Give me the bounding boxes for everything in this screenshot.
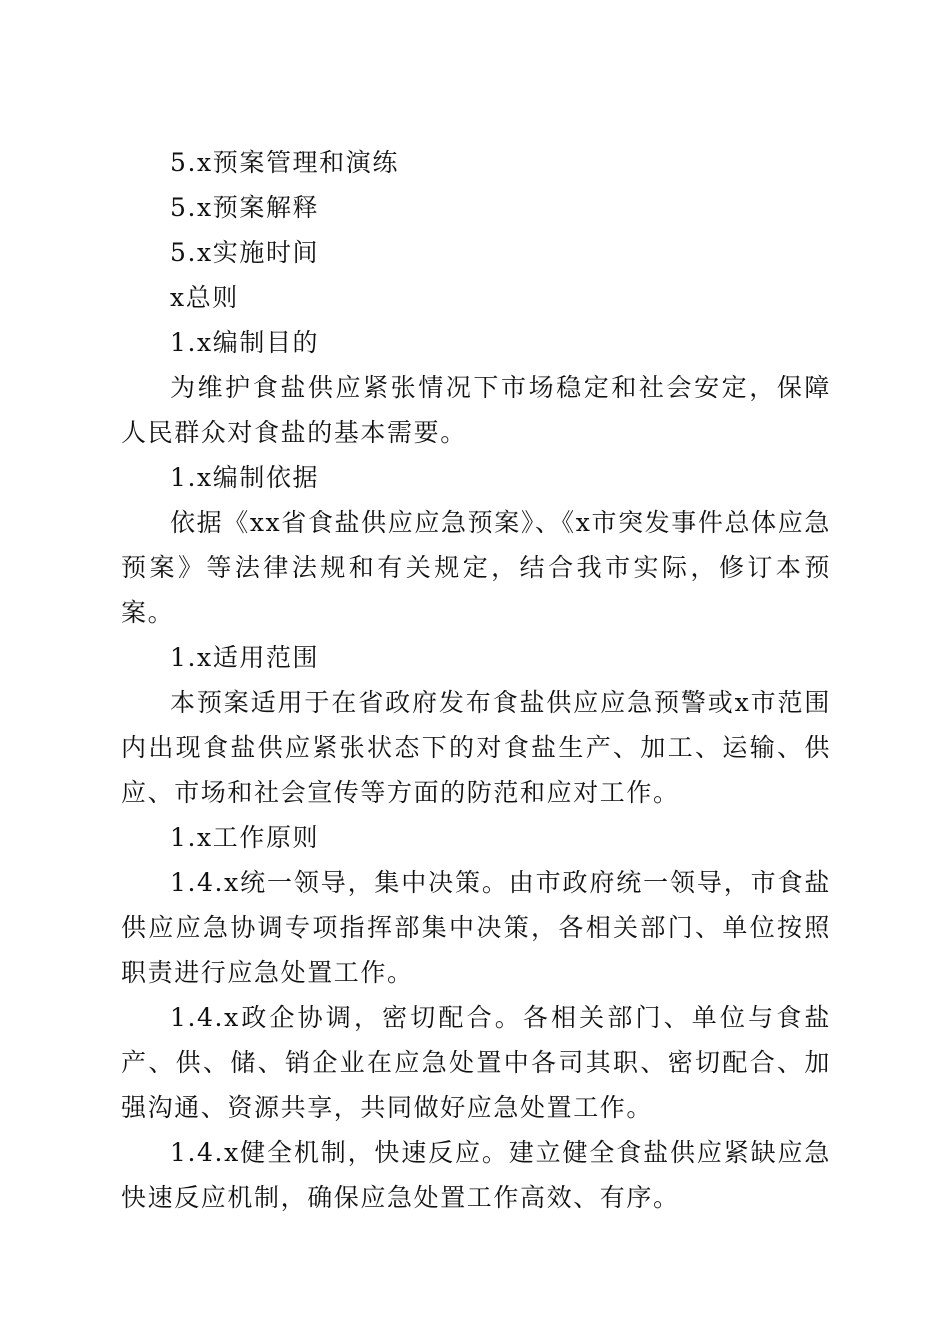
document-body [121, 140, 831, 1220]
paragraph-principle-unified-leadership: 1.4.x统一领导，集中决策。由市政府统一领导，市食盐供应应急协调专项指挥部集中决策，各相关部门、单位按照职责进行应急处置工作。 [121, 868, 831, 987]
paragraph-principle-coordination: 1.4.x政企协调，密切配合。各相关部门、单位与食盐产、供、储、销企业在应急处置中各司其职、密切配合、加强沟通、资源共享，共同做好应急处置工作。 [121, 1003, 831, 1122]
paragraph-basis: 依据《xx省食盐供应应急预案》、《x市突发事件总体应急预案》等法律法规和有关规定，结合我市实际，修订本预案。 [121, 508, 831, 627]
heading-scope: 1.x适用范围 [170, 643, 320, 672]
toc-item-implementation-time: 5.x实施时间 [170, 238, 320, 267]
toc-item-plan-management: 5.x预案管理和演练 [170, 148, 399, 177]
paragraph-purpose: 为维护食盐供应紧张情况下市场稳定和社会安定，保障人民群众对食盐的基本需要。 [121, 373, 831, 447]
heading-purpose: 1.x编制目的 [170, 328, 320, 357]
heading-basis: 1.x编制依据 [170, 463, 320, 492]
toc-item-plan-interpretation: 5.x预案解释 [170, 193, 320, 222]
paragraph-principle-mechanism: 1.4.x健全机制，快速反应。建立健全食盐供应紧缺应急快速反应机制，确保应急处置工作高效、有序。 [121, 1138, 831, 1212]
heading-principles: 1.x工作原则 [170, 823, 320, 852]
section-heading-general: x总则 [170, 283, 239, 312]
paragraph-scope: 本预案适用于在省政府发布食盐供应应急预警或x市范围内出现食盐供应紧张状态下的对食盐生产、加工、运输、供应、市场和社会宣传等方面的防范和应对工作。 [121, 688, 831, 807]
